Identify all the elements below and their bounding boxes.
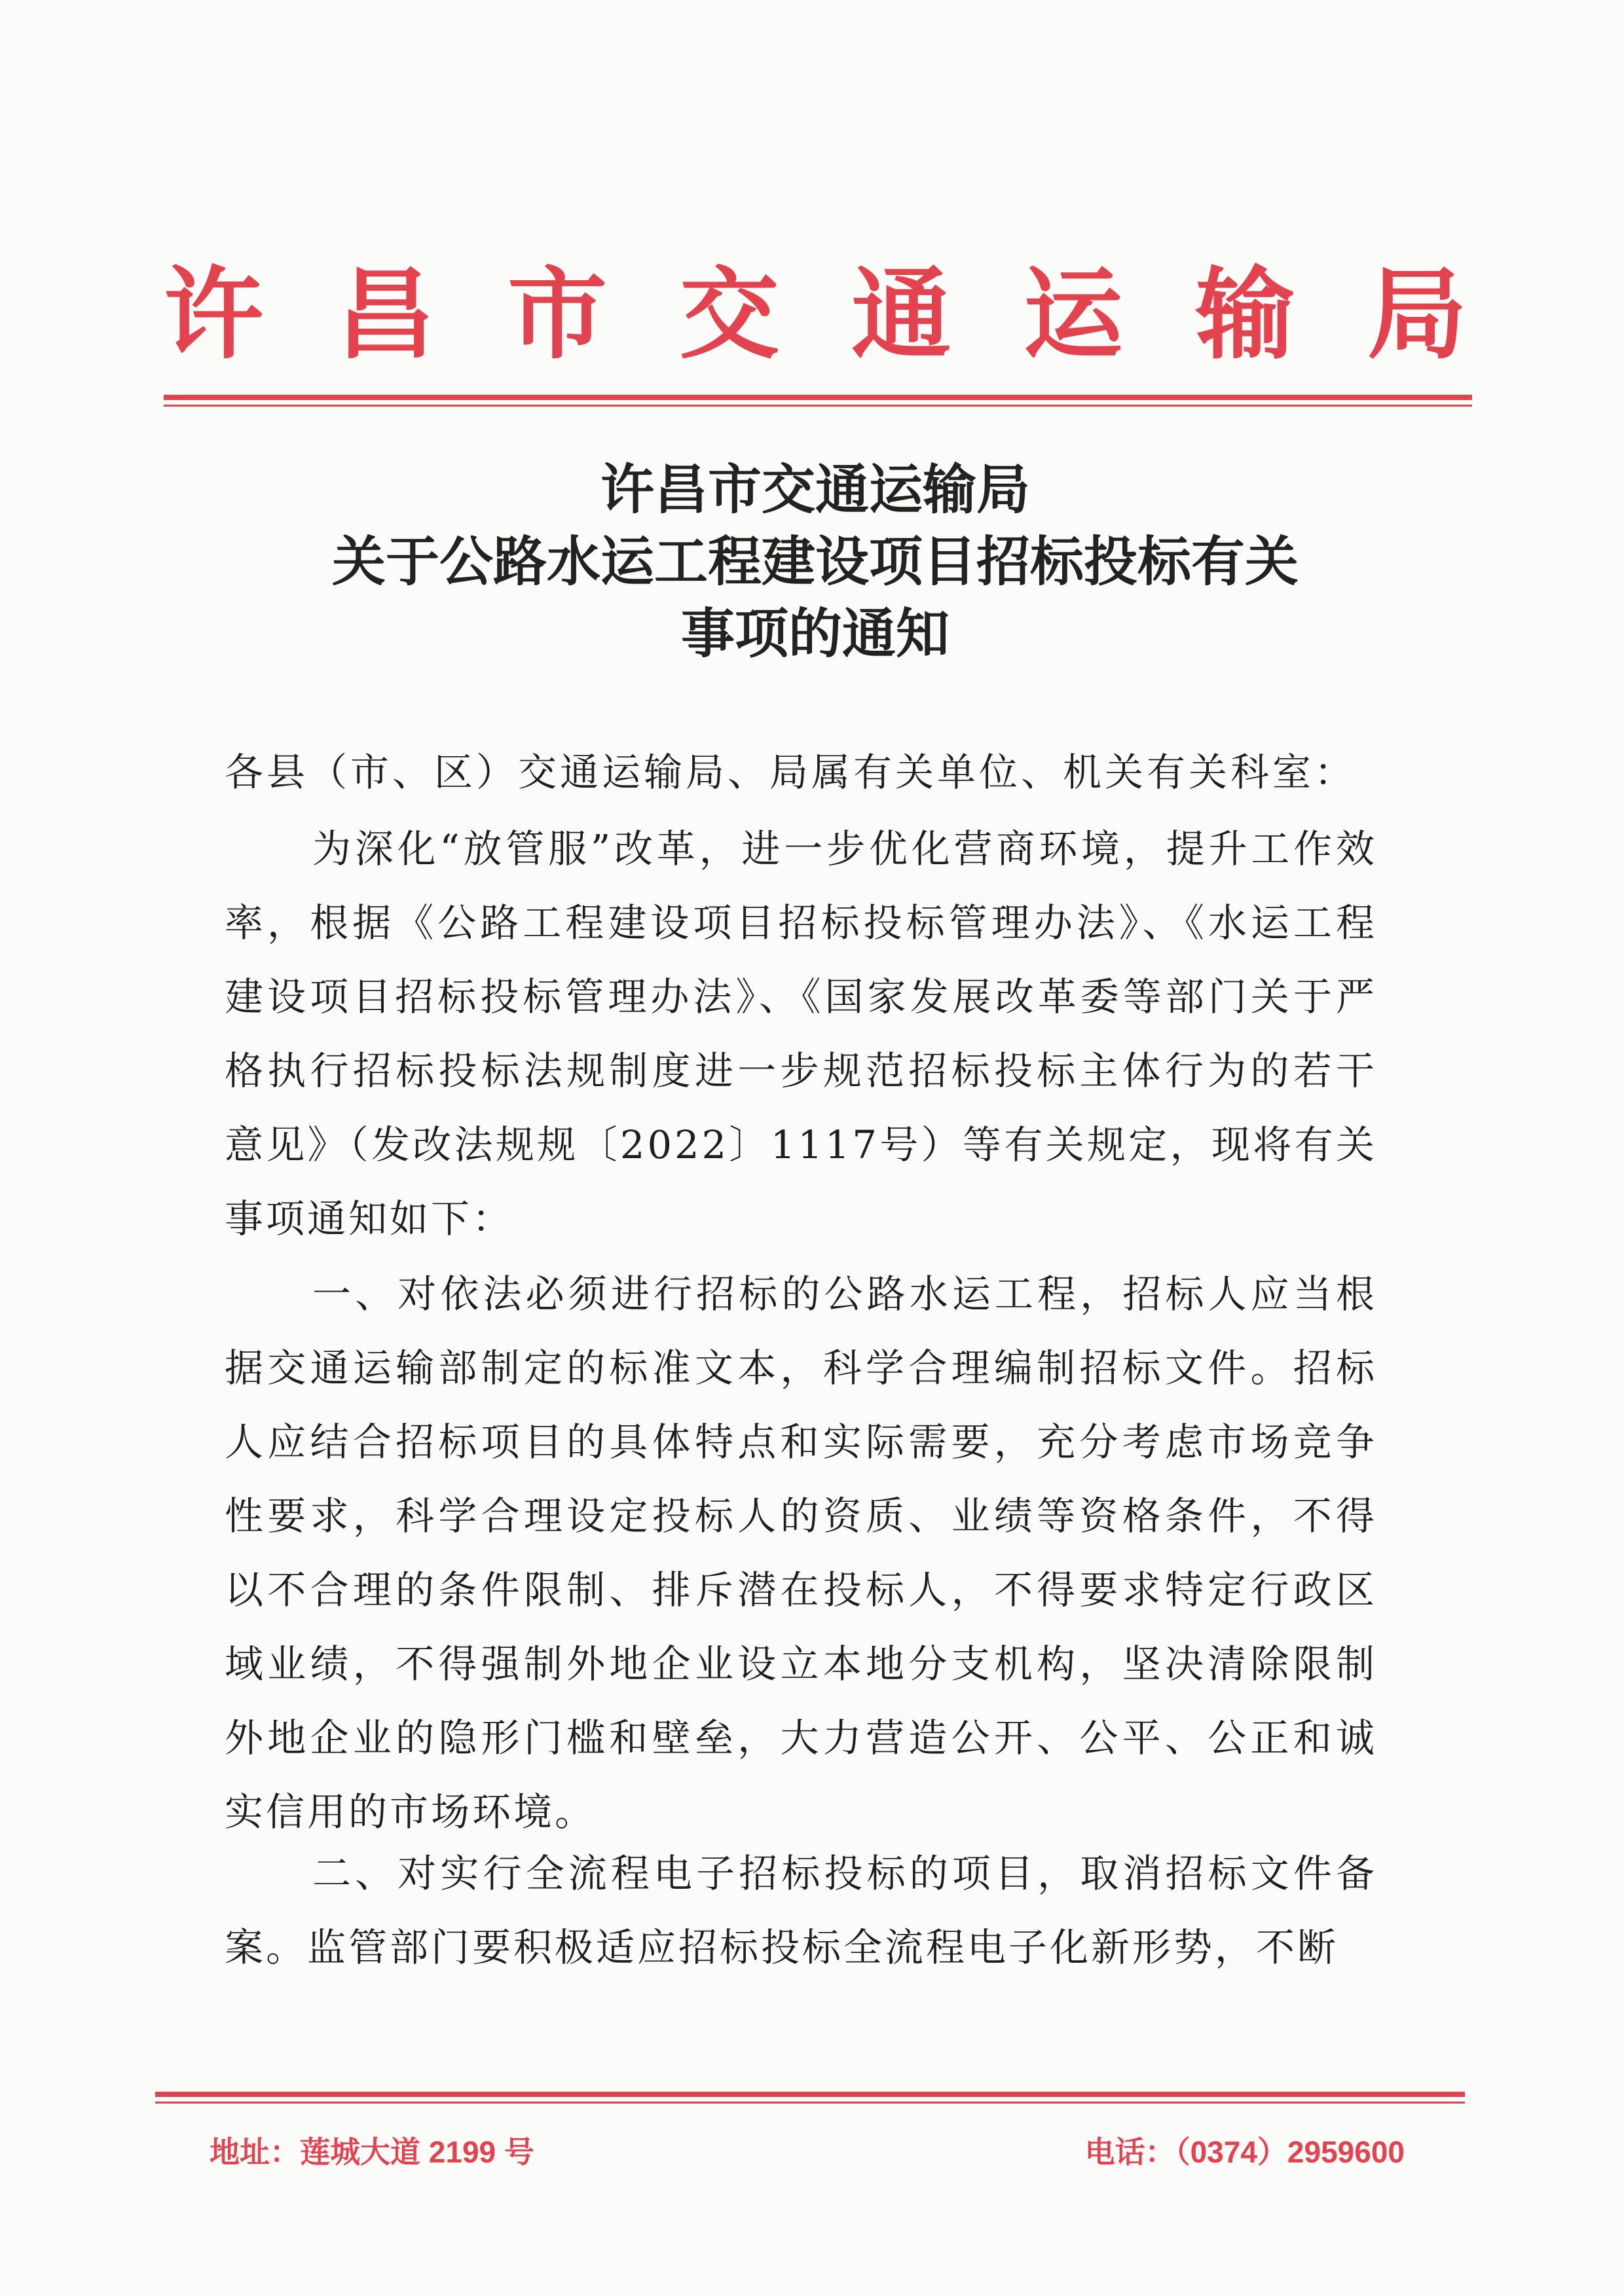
header-rule-thin <box>164 405 1472 407</box>
header-rule-thick <box>164 395 1472 400</box>
letterhead <box>164 255 1467 373</box>
footer-phone: 电话：（0374）2959600 <box>1084 2135 1405 2169</box>
body-paragraph-intro: 为深化“放管服”改革，进一步优化营商环境，提升工作效率，根据《公路工程建设项目招标投标管理办法》、《水运工程建设项目招标投标管理办法》、《国家发展改革委等部门关于严格执行招标投标法规制度进一步规范招标投标主体行为的若干意见》（发改法规规〔2022〕1117号）等有关规定，现将有关事项通知如下： <box>225 826 1377 1241</box>
body-paragraph-item-1: 一、对依法必须进行招标的公路水运工程，招标人应当根据交通运输部制定的标准文本，科学合理编制招标文件。招标人应结合招标项目的具体特点和实际需要，充分考虑市场竞争性要求，科学合理设定投标人的资质、业绩等资格条件，不得以不合理的条件限制、排斥潜在投标人，不得要求特定行政区域业绩，不得强制外地企业设立本地分支机构，坚决清除限制外地企业的隐形门槛和壁垒，大力营造公开、公平、公正和诚实信用的市场环境。 <box>225 1271 1377 1834</box>
letterhead-char: 交 <box>679 255 779 373</box>
salutation: 各县（市、区）交通运输局、局属有关单位、机关有关科室： <box>225 750 1357 795</box>
footer-address: 地址：莲城大道 2199 号 <box>210 2135 534 2169</box>
letterhead-char: 运 <box>1023 255 1123 373</box>
footer-rule-thin <box>155 2102 1465 2104</box>
doc-title-line-3: 事项的通知 <box>680 602 950 665</box>
footer-rule-thick <box>155 2092 1465 2097</box>
letterhead-char: 局 <box>1367 255 1467 373</box>
letterhead-char: 通 <box>851 255 951 373</box>
letterhead-char: 许 <box>164 255 263 373</box>
body-paragraph-item-2: 二、对实行全流程电子招标投标的项目，取消招标文件备案。监管部门要积极适应招标投标全流程电子化新形势，不断 <box>225 1851 1377 1970</box>
letterhead-char: 昌 <box>335 255 435 373</box>
letterhead-char: 市 <box>507 255 608 373</box>
letterhead-char: 输 <box>1195 255 1295 373</box>
doc-title-line-2: 关于公路水运工程建设项目招标投标有关 <box>331 530 1299 593</box>
doc-title-line-1: 许昌市交通运输局 <box>600 458 1030 521</box>
